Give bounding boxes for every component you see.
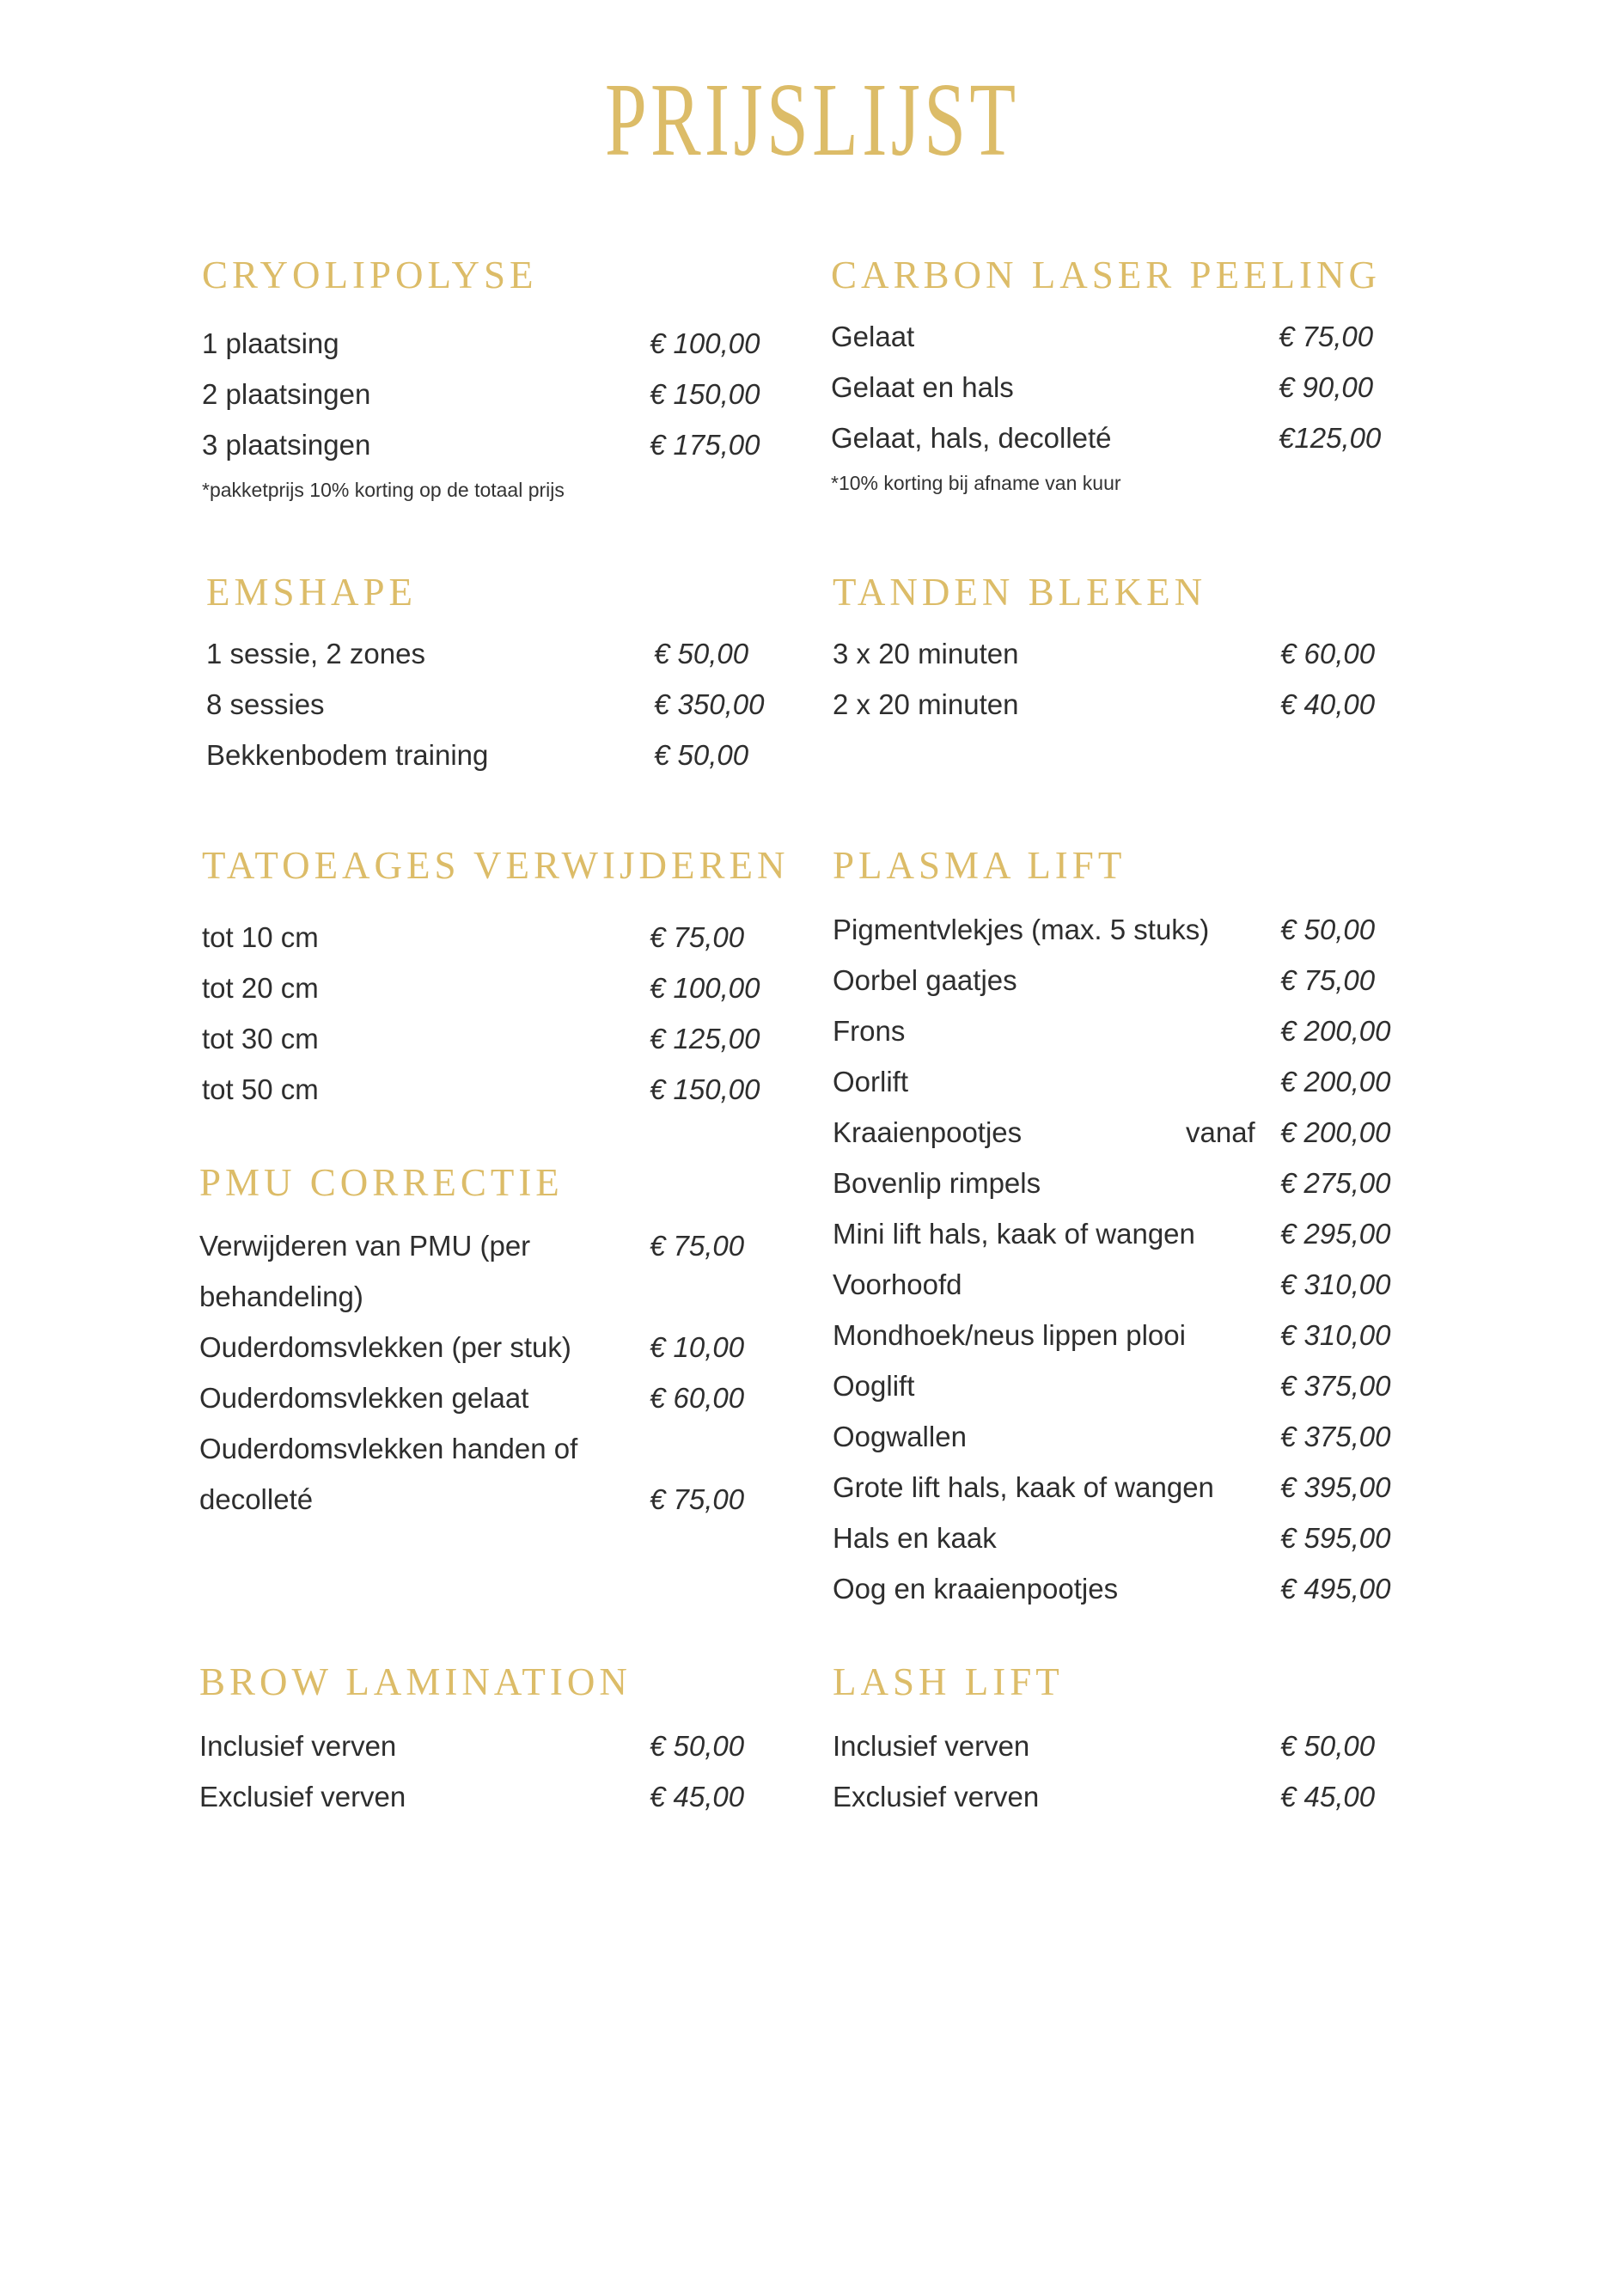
treatment-label-text: 1 sessie, 2 zones bbox=[206, 638, 425, 669]
treatment-label-text: Gelaat, hals, decolleté bbox=[831, 422, 1112, 454]
treatment-label bbox=[833, 955, 1280, 1006]
page-title-text: PRIJSLIJST bbox=[604, 62, 1020, 178]
treatment-label-text: Exclusief verven bbox=[833, 1781, 1040, 1812]
treatment-label bbox=[202, 1064, 650, 1115]
treatment-price: € 60,00 bbox=[1280, 638, 1376, 669]
treatment-label bbox=[833, 1513, 1280, 1563]
treatment-price: € 50,00 bbox=[1280, 1730, 1376, 1762]
treatment-label-text: tot 10 cm bbox=[202, 921, 319, 953]
treatment-price: € 75,00 bbox=[1279, 321, 1374, 352]
price-row bbox=[833, 904, 1400, 955]
treatment-label bbox=[833, 1310, 1280, 1360]
treatment-label bbox=[833, 904, 1280, 955]
price-row bbox=[833, 1006, 1400, 1056]
treatment-label-text: Ooglift bbox=[833, 1370, 915, 1402]
treatment-label-text: Oorbel gaatjes bbox=[833, 964, 1017, 996]
treatment-label bbox=[833, 1563, 1280, 1614]
treatment-label-text: Bekkenbodem training bbox=[206, 739, 489, 771]
treatment-label bbox=[199, 1372, 650, 1423]
price-row bbox=[831, 311, 1398, 362]
treatment-price: € 395,00 bbox=[1280, 1471, 1391, 1503]
price-list bbox=[206, 628, 773, 780]
treatment-label-text: Verwijderen van PMU (per behandeling) bbox=[199, 1230, 531, 1312]
price-row bbox=[199, 1721, 766, 1771]
treatment-label bbox=[831, 413, 1279, 463]
treatment-label bbox=[833, 679, 1280, 730]
section-heading: CARBON LASER PEELING bbox=[831, 254, 1382, 296]
price-row bbox=[831, 413, 1398, 463]
price-row bbox=[199, 1220, 766, 1322]
treatment-label-text: Ouderdomsvlekken gelaat bbox=[199, 1382, 529, 1414]
price-row bbox=[202, 419, 769, 470]
treatment-price: € 100,00 bbox=[650, 972, 760, 1004]
treatment-price: € 50,00 bbox=[654, 638, 749, 669]
price-row bbox=[202, 912, 769, 963]
section-heading: EMSHAPE bbox=[206, 571, 418, 614]
section-heading: LASH LIFT bbox=[833, 1660, 1064, 1703]
treatment-price: € 595,00 bbox=[1280, 1522, 1391, 1554]
treatment-price: € 150,00 bbox=[650, 1073, 760, 1105]
price-list bbox=[833, 628, 1400, 730]
price-row bbox=[833, 628, 1400, 679]
treatment-label-text: tot 50 cm bbox=[202, 1073, 319, 1105]
treatment-label-text: tot 20 cm bbox=[202, 972, 319, 1004]
treatment-label-text: tot 30 cm bbox=[202, 1023, 319, 1054]
treatment-label bbox=[833, 1107, 1280, 1158]
price-list bbox=[199, 1220, 766, 1525]
treatment-price: € 50,00 bbox=[650, 1730, 745, 1762]
section-tanden-bleken bbox=[833, 566, 1400, 730]
treatment-label bbox=[206, 628, 654, 679]
treatment-price: € 350,00 bbox=[654, 688, 765, 720]
section-heading: BROW LAMINATION bbox=[199, 1660, 632, 1703]
section-heading: TANDEN BLEKEN bbox=[833, 571, 1207, 614]
treatment-label bbox=[199, 1220, 650, 1322]
treatment-label-text: Bovenlip rimpels bbox=[833, 1167, 1041, 1199]
price-row bbox=[833, 1462, 1400, 1513]
treatment-label bbox=[833, 1411, 1280, 1462]
treatment-price: € 60,00 bbox=[650, 1382, 745, 1414]
treatment-label bbox=[199, 1721, 650, 1771]
treatment-price: € 375,00 bbox=[1280, 1370, 1391, 1402]
treatment-label bbox=[206, 730, 654, 780]
price-row bbox=[833, 679, 1400, 730]
treatment-label bbox=[833, 1006, 1280, 1056]
section-cryolipolyse bbox=[202, 249, 769, 503]
treatment-label-text: Inclusief verven bbox=[199, 1730, 397, 1762]
treatment-price: € 75,00 bbox=[1280, 964, 1376, 996]
section-heading: PMU CORRECTIE bbox=[199, 1161, 564, 1204]
section-pmu-correctie bbox=[199, 1157, 766, 1525]
price-row bbox=[833, 1056, 1400, 1107]
section-heading: CRYOLIPOLYSE bbox=[202, 254, 538, 296]
treatment-label-text: 8 sessies bbox=[206, 688, 325, 720]
section-note: *10% korting bij afname van kuur bbox=[831, 472, 1121, 494]
treatment-price: € 310,00 bbox=[1280, 1268, 1391, 1300]
treatment-label-text: 3 plaatsingen bbox=[202, 429, 371, 461]
price-row bbox=[833, 1411, 1400, 1462]
treatment-label-text: Oog en kraaienpootjes bbox=[833, 1573, 1119, 1605]
price-row bbox=[833, 955, 1400, 1006]
treatment-label bbox=[206, 679, 654, 730]
treatment-label-text: Oogwallen bbox=[833, 1421, 967, 1452]
section-tatoeages-verwijderen bbox=[202, 840, 790, 1115]
treatment-price: € 200,00 bbox=[1280, 1116, 1391, 1148]
treatment-label bbox=[202, 912, 650, 963]
section-heading: PLASMA LIFT bbox=[833, 844, 1126, 887]
treatment-label-text: Inclusief verven bbox=[833, 1730, 1030, 1762]
price-list bbox=[202, 318, 769, 470]
price-list bbox=[831, 311, 1398, 463]
treatment-label-text: Exclusief verven bbox=[199, 1781, 406, 1812]
treatment-label-text: Oorlift bbox=[833, 1066, 909, 1097]
treatment-label-text: Voorhoofd bbox=[833, 1268, 962, 1300]
price-row bbox=[833, 1310, 1400, 1360]
treatment-label bbox=[833, 1462, 1280, 1513]
treatment-price: € 45,00 bbox=[650, 1781, 745, 1812]
treatment-label bbox=[833, 1158, 1280, 1208]
price-row bbox=[202, 1064, 769, 1115]
price-row bbox=[833, 1259, 1400, 1310]
treatment-label-text: 3 x 20 minuten bbox=[833, 638, 1019, 669]
price-row bbox=[199, 1423, 766, 1525]
price-row bbox=[206, 730, 773, 780]
price-row bbox=[199, 1372, 766, 1423]
price-qualifier: vanaf bbox=[1186, 1116, 1255, 1148]
treatment-label bbox=[833, 1771, 1280, 1822]
section-note: *pakketprijs 10% korting op de totaal prijs bbox=[202, 479, 565, 501]
treatment-price: € 100,00 bbox=[650, 327, 760, 359]
treatment-price: € 45,00 bbox=[1280, 1781, 1376, 1812]
section-lash-lift bbox=[833, 1656, 1400, 1822]
treatment-price: € 75,00 bbox=[650, 1230, 745, 1262]
treatment-label-text: Pigmentvlekjes (max. 5 stuks) bbox=[833, 914, 1210, 945]
price-list bbox=[202, 912, 769, 1115]
treatment-price: € 75,00 bbox=[650, 1483, 745, 1515]
treatment-price: € 495,00 bbox=[1280, 1573, 1391, 1605]
section-heading: TATOEAGES VERWIJDEREN bbox=[202, 844, 790, 887]
treatment-label bbox=[202, 419, 650, 470]
treatment-price: € 375,00 bbox=[1280, 1421, 1391, 1452]
treatment-label-text: 2 plaatsingen bbox=[202, 378, 371, 410]
treatment-price: € 50,00 bbox=[654, 739, 749, 771]
treatment-price: € 75,00 bbox=[650, 921, 745, 953]
treatment-price: € 200,00 bbox=[1280, 1066, 1391, 1097]
treatment-label bbox=[202, 963, 650, 1013]
price-row bbox=[833, 1563, 1400, 1614]
price-row bbox=[833, 1721, 1400, 1771]
treatment-label-text: Grote lift hals, kaak of wangen bbox=[833, 1471, 1214, 1503]
price-row bbox=[833, 1158, 1400, 1208]
price-row bbox=[833, 1513, 1400, 1563]
section-carbon-laser-peeling bbox=[831, 249, 1398, 496]
treatment-label-text: Ouderdomsvlekken handen of decolleté bbox=[199, 1433, 578, 1515]
price-row bbox=[199, 1771, 766, 1822]
price-row bbox=[833, 1208, 1400, 1259]
treatment-label bbox=[831, 311, 1279, 362]
price-row bbox=[202, 369, 769, 419]
treatment-label-text: 1 plaatsing bbox=[202, 327, 339, 359]
treatment-price: €125,00 bbox=[1279, 422, 1382, 454]
price-row bbox=[202, 1013, 769, 1064]
price-row bbox=[833, 1107, 1400, 1158]
treatment-label-text: 2 x 20 minuten bbox=[833, 688, 1019, 720]
section-brow-lamination bbox=[199, 1656, 766, 1822]
treatment-label bbox=[202, 369, 650, 419]
treatment-price: € 40,00 bbox=[1280, 688, 1376, 720]
treatment-label-text: Mini lift hals, kaak of wangen bbox=[833, 1218, 1195, 1250]
treatment-label bbox=[199, 1322, 650, 1372]
price-row bbox=[202, 963, 769, 1013]
treatment-label-text: Mondhoek/neus lippen plooi bbox=[833, 1319, 1186, 1351]
treatment-price: € 10,00 bbox=[650, 1331, 745, 1363]
treatment-price: € 295,00 bbox=[1280, 1218, 1391, 1250]
price-row bbox=[833, 1771, 1400, 1822]
treatment-label bbox=[833, 1259, 1280, 1310]
treatment-label-text: Hals en kaak bbox=[833, 1522, 997, 1554]
treatment-price: € 275,00 bbox=[1280, 1167, 1391, 1199]
treatment-label-text: Ouderdomsvlekken (per stuk) bbox=[199, 1331, 571, 1363]
treatment-label bbox=[833, 1721, 1280, 1771]
price-row bbox=[199, 1322, 766, 1372]
treatment-price: € 50,00 bbox=[1280, 914, 1376, 945]
treatment-label bbox=[202, 1013, 650, 1064]
treatment-price: € 175,00 bbox=[650, 429, 760, 461]
section-plasma-lift bbox=[833, 840, 1400, 1614]
treatment-label-text: Frons bbox=[833, 1015, 906, 1047]
treatment-price: € 310,00 bbox=[1280, 1319, 1391, 1351]
price-list bbox=[199, 1721, 766, 1822]
price-row bbox=[831, 362, 1398, 413]
treatment-price: € 90,00 bbox=[1279, 371, 1374, 403]
treatment-label-text: Gelaat bbox=[831, 321, 915, 352]
treatment-label bbox=[833, 1360, 1280, 1411]
price-list bbox=[833, 1721, 1400, 1822]
price-list bbox=[833, 904, 1400, 1614]
treatment-price: € 150,00 bbox=[650, 378, 760, 410]
treatment-label bbox=[199, 1423, 650, 1525]
treatment-price: € 125,00 bbox=[650, 1023, 760, 1054]
price-row bbox=[833, 1360, 1400, 1411]
page-title bbox=[0, 60, 1624, 180]
section-emshape bbox=[206, 566, 773, 780]
treatment-label bbox=[831, 362, 1279, 413]
treatment-label bbox=[833, 628, 1280, 679]
price-row bbox=[206, 628, 773, 679]
price-row bbox=[206, 679, 773, 730]
treatment-label bbox=[199, 1771, 650, 1822]
treatment-label-text: Kraaienpootjes bbox=[833, 1116, 1023, 1148]
treatment-label-text: Gelaat en hals bbox=[831, 371, 1014, 403]
treatment-label bbox=[833, 1056, 1280, 1107]
treatment-label bbox=[833, 1208, 1280, 1259]
treatment-price: € 200,00 bbox=[1280, 1015, 1391, 1047]
treatment-label bbox=[202, 318, 650, 369]
price-row bbox=[202, 318, 769, 369]
